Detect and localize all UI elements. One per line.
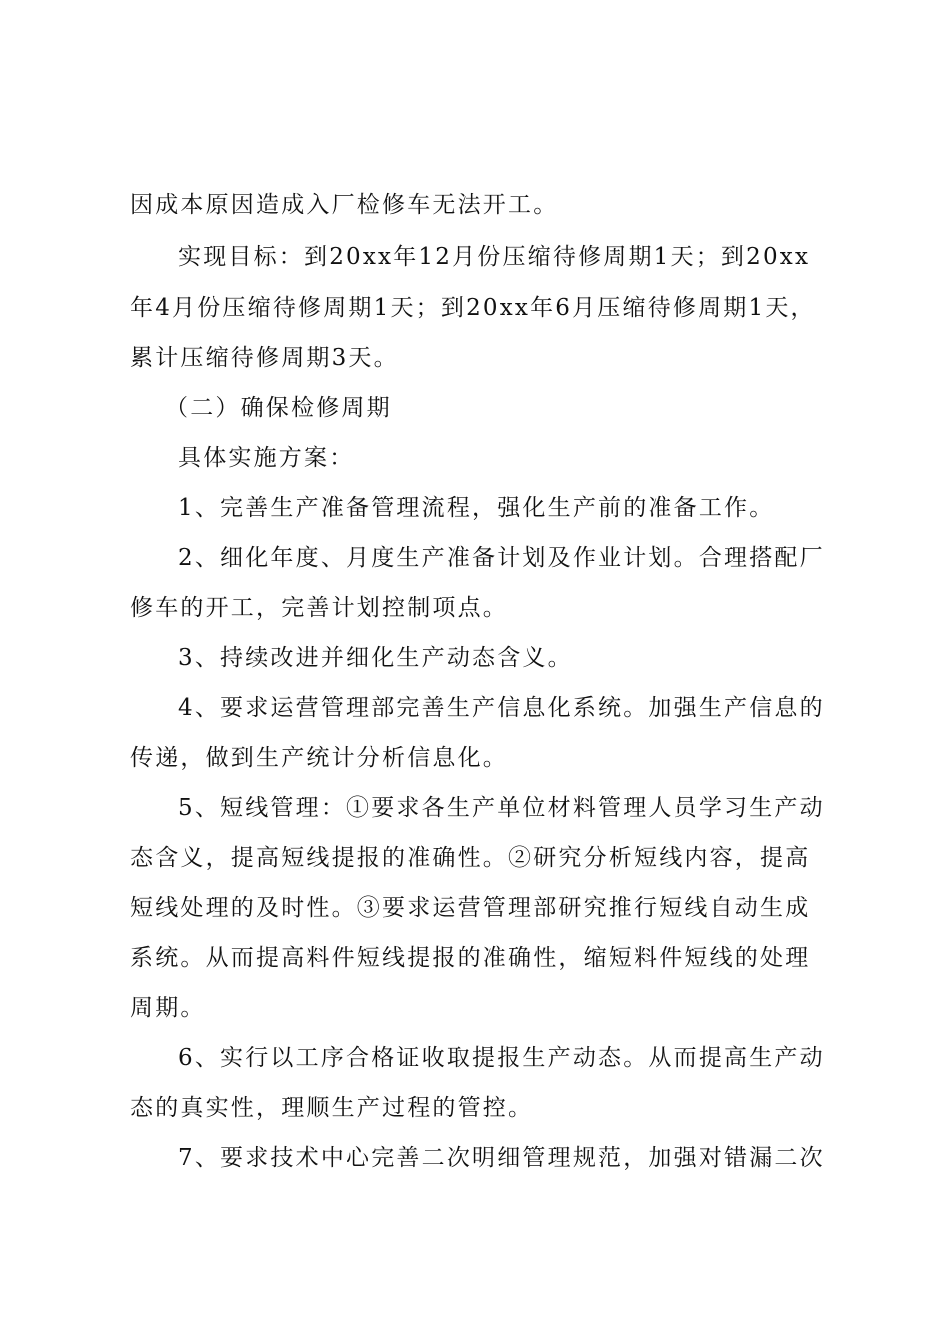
text-line: 具体实施方案： bbox=[178, 445, 355, 471]
list-item: 3、持续改进并细化生产动态含义。 bbox=[178, 645, 573, 671]
text-line: 修车的开工，完善计划控制项点。 bbox=[130, 595, 508, 621]
text-line: 态含义，提高短线提报的准确性。②研究分析短线内容，提高 bbox=[130, 845, 811, 871]
list-item: 7、要求技术中心完善二次明细管理规范，加强对错漏二次 bbox=[178, 1145, 825, 1171]
text-line: 系统。从而提高料件短线提报的准确性，缩短料件短线的处理 bbox=[130, 945, 811, 971]
text-line: 实现目标：到20xx年12月份压缩待修周期1天；到20xx bbox=[178, 244, 811, 270]
list-item: 1、完善生产准备管理流程，强化生产前的准备工作。 bbox=[178, 495, 775, 521]
text-line: 年4月份压缩待修周期1天；到20xx年6月压缩待修周期1天， bbox=[130, 295, 816, 321]
text-line: 因成本原因造成入厂检修车无法开工。 bbox=[130, 192, 559, 218]
list-item: 6、实行以工序合格证收取提报生产动态。从而提高生产动 bbox=[178, 1045, 825, 1071]
text-line: 态的真实性，理顺生产过程的管控。 bbox=[130, 1095, 534, 1121]
text-line: 传递，做到生产统计分析信息化。 bbox=[130, 745, 508, 771]
text-line: 累计压缩待修周期3天。 bbox=[130, 345, 399, 371]
text-line: 周期。 bbox=[130, 995, 206, 1021]
list-item: 2、细化年度、月度生产准备计划及作业计划。合理搭配厂 bbox=[178, 545, 825, 571]
text-line: 短线处理的及时性。③要求运营管理部研究推行短线自动生成 bbox=[130, 895, 811, 921]
list-item: 4、要求运营管理部完善生产信息化系统。加强生产信息的 bbox=[178, 695, 825, 721]
section-heading: （二）确保检修周期 bbox=[165, 395, 392, 421]
list-item: 5、短线管理：①要求各生产单位材料管理人员学习生产动 bbox=[178, 795, 825, 821]
